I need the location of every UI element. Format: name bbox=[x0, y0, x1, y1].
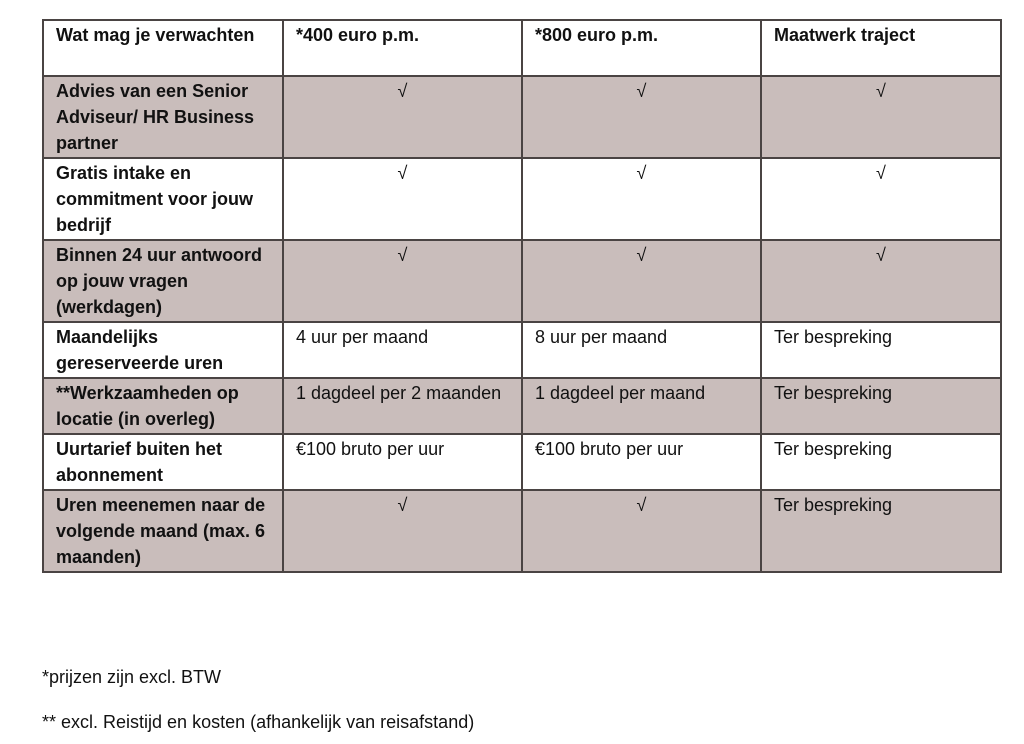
table-row bbox=[43, 240, 1001, 322]
row-label: Uren meenemen naar de volgende maand (max. 6 maanden) bbox=[43, 490, 283, 572]
table-row bbox=[43, 378, 1001, 434]
pricing-table bbox=[42, 19, 1002, 573]
row-label: Advies van een Senior Adviseur/ HR Business partner bbox=[43, 76, 283, 158]
value-cell: Ter bespreking bbox=[761, 322, 1001, 378]
value-cell: Ter bespreking bbox=[761, 378, 1001, 434]
table-row bbox=[43, 434, 1001, 490]
value-cell: 1 dagdeel per 2 maanden bbox=[283, 378, 522, 434]
header-plan-800: *800 euro p.m. bbox=[522, 20, 761, 76]
table-header-row bbox=[43, 20, 1001, 76]
check-cell: √ bbox=[283, 76, 522, 158]
check-cell: √ bbox=[522, 490, 761, 572]
table-row bbox=[43, 158, 1001, 240]
value-cell: 4 uur per maand bbox=[283, 322, 522, 378]
check-cell: √ bbox=[522, 76, 761, 158]
check-cell: √ bbox=[283, 240, 522, 322]
value-cell: Ter bespreking bbox=[761, 434, 1001, 490]
value-cell: €100 bruto per uur bbox=[522, 434, 761, 490]
table-row bbox=[43, 322, 1001, 378]
row-label: Binnen 24 uur antwoord op jouw vragen (werkdagen) bbox=[43, 240, 283, 322]
check-cell: √ bbox=[761, 240, 1001, 322]
table-row bbox=[43, 76, 1001, 158]
footnote-prices: *prijzen zijn excl. BTW bbox=[42, 667, 222, 687]
row-label: Gratis intake en commitment voor jouw bedrijf bbox=[43, 158, 283, 240]
value-cell: Ter bespreking bbox=[761, 490, 1001, 572]
row-label: Uurtarief buiten het abonnement bbox=[43, 434, 283, 490]
check-cell: √ bbox=[761, 158, 1001, 240]
table-row bbox=[43, 490, 1001, 572]
check-cell: √ bbox=[522, 158, 761, 240]
row-label: **Werkzaamheden op locatie (in overleg) bbox=[43, 378, 283, 434]
check-cell: √ bbox=[522, 240, 761, 322]
header-expectations: Wat mag je verwachten bbox=[43, 20, 283, 76]
header-plan-400: *400 euro p.m. bbox=[283, 20, 522, 76]
value-cell: 1 dagdeel per maand bbox=[522, 378, 761, 434]
value-cell: €100 bruto per uur bbox=[283, 434, 522, 490]
check-cell: √ bbox=[761, 76, 1001, 158]
row-label: Maandelijks gereserveerde uren bbox=[43, 322, 283, 378]
check-cell: √ bbox=[283, 158, 522, 240]
footnote-travel: ** excl. Reistijd en kosten (afhankelijk van reisafstand) bbox=[42, 712, 475, 732]
value-cell: 8 uur per maand bbox=[522, 322, 761, 378]
check-cell: √ bbox=[283, 490, 522, 572]
header-custom: Maatwerk traject bbox=[761, 20, 1001, 76]
